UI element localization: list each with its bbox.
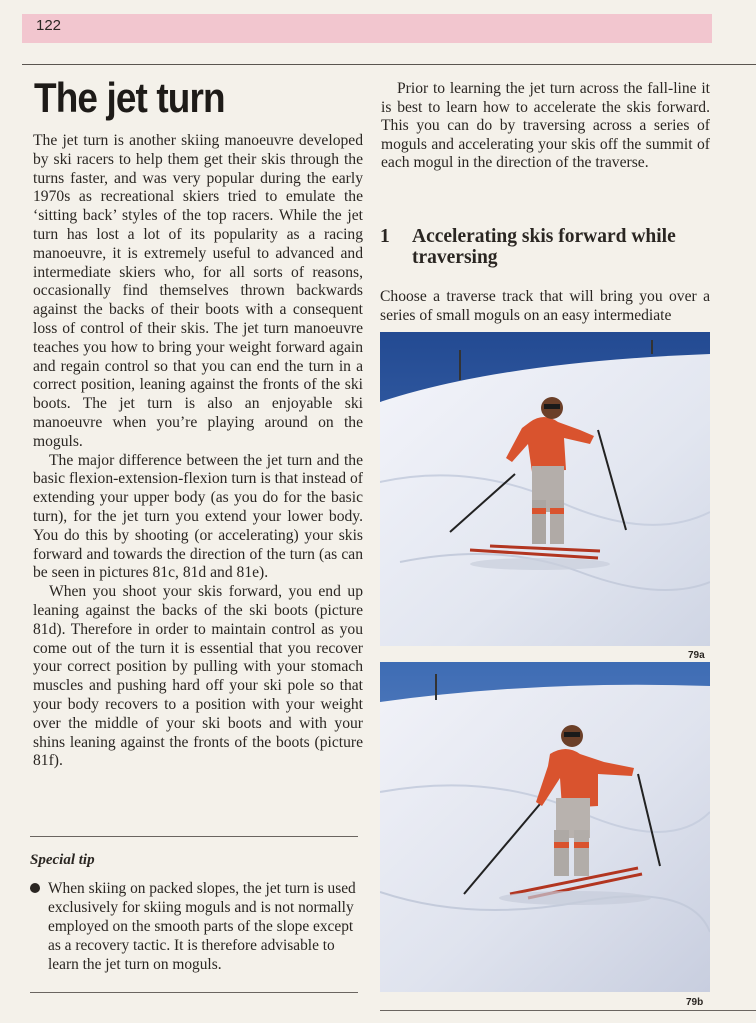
page-title: The jet turn [34,74,225,121]
photo-79a [380,332,710,646]
header-bar [22,14,712,43]
photo-79b [380,662,710,992]
photo-caption-79a: 79a [688,650,705,661]
intro-paragraph: Prior to learning the jet turn across the fall-line it is best to learn how to accelerate the skis forward. This you can do by traversing across a series of moguls and accelerating your skis off the summit of each mogul in the direction of the traverse. [381,80,710,172]
section-number: 1 [380,226,390,247]
section-heading [380,226,710,268]
paragraph-2: The major difference between the jet turn and the basic flexion-extension-flexion turn is that instead of extending your upper body (as you do for the basic turn), for the jet turn you extend your lower body. You do this by shooting (or accelerating) your skis forward and towards the direction of the turn (as can be seen in pictures 81c, 81d and 81e). [33,451,363,582]
skier-traverse-image-b [380,662,710,992]
bottom-rule [380,1010,756,1011]
skier-traverse-image-a [380,332,710,646]
section-title: Accelerating skis forward while traversing [412,226,676,268]
photo-caption-79b: 79b [686,997,704,1008]
page-number: 122 [36,17,62,34]
tip-bottom-rule [30,992,358,993]
paragraph-1: The jet turn is another skiing manoeuvre developed by ski racers to help them get their skis through the turns faster, and was very popular during the early 1970s as recreational skiers tried to emulate the ‘sitting back’ styles of the top racers. While the jet turn has lost a lot of its popularity as a racing manoeuvre, it is extremely useful to advanced and intermediate skiers who, for all sorts of reasons, occasionally find themselves thrown backwards against the backs of their boots with a consequent loss of control of their skis. The jet turn manoeuvre teaches you how to bring your weight forward again and regain control so that you can end the turn in a correct position, leaning against the fronts of the ski boots. The jet turn is also an enjoyable ski manoeuvre when you’re playing around on the moguls. [33,132,363,450]
section-text: Choose a traverse track that will bring you over a series of small moguls on an easy intermediate [380,288,710,324]
right-column-intro [381,80,710,173]
top-rule [22,64,756,65]
special-tip-text: When skiing on packed slopes, the jet turn is used exclusively for skiing moguls and is not normally employed on the smooth parts of the slope except as a recovery tactic. It is therefore advisable to learn the jet turn on moguls. [48,880,356,973]
special-tip-item [30,879,362,974]
left-column [33,132,363,771]
special-tip-heading: Special tip [30,852,95,868]
bullet-icon [30,883,40,893]
paragraph-3: When you shoot your skis forward, you end up leaning against the backs of the ski boots (picture 81d). Therefore in order to maintain control as you come out of the turn it is essential that you recover your correct position by pulling with your stomach muscles and pushing hard off your ski pole so that your body recovers to a position with your weight over the middle of your ski boots and with your shins leaning against the fronts of the boots (picture 81f). [33,583,363,770]
tip-top-rule [30,836,358,837]
